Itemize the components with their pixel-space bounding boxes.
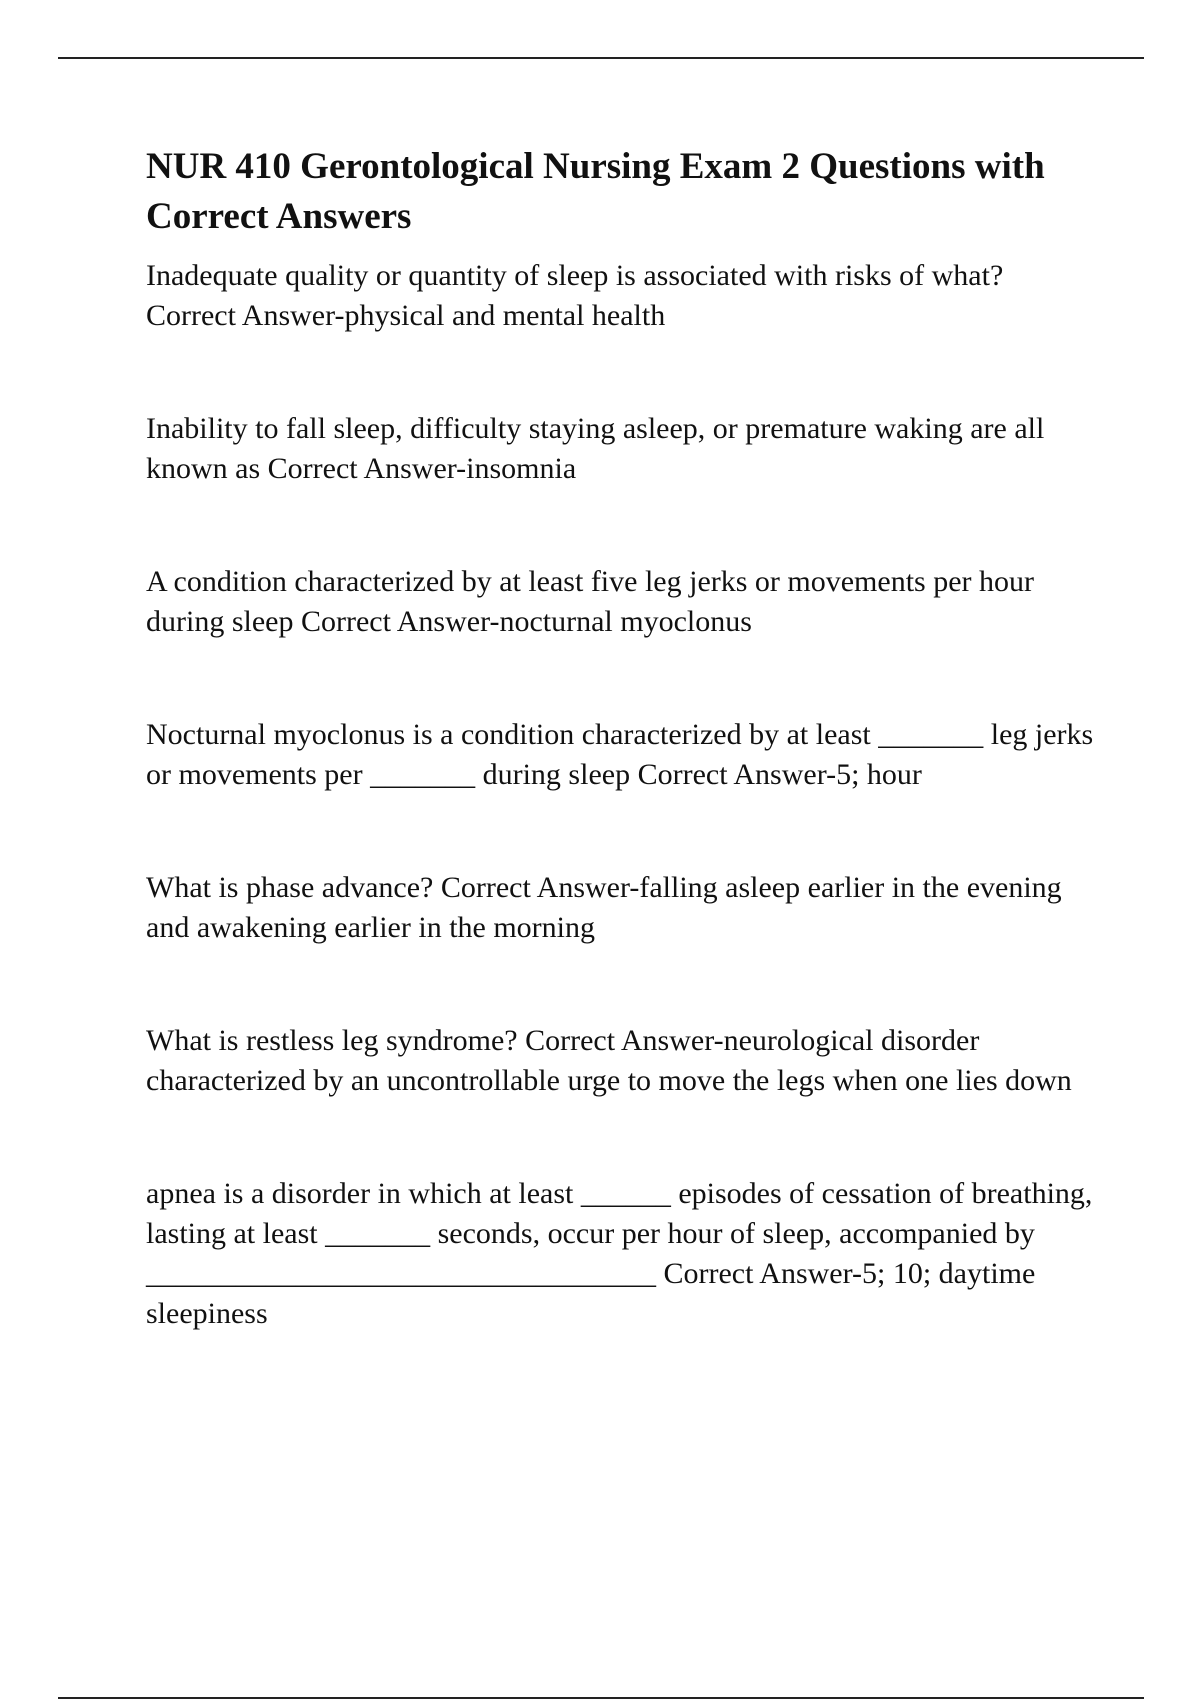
qa-item-1: Inadequate quality or quantity of sleep is associated with risks of what? Correct Answer-physical and mental health <box>146 259 1004 332</box>
qa-item-5: What is phase advance? Correct Answer-falling asleep earlier in the evening and awakening earlier in the morning <box>146 871 1062 944</box>
qa-item-3: A condition characterized by at least five leg jerks or movements per hour during sleep Correct Answer-nocturnal myoclonus <box>146 565 1035 638</box>
document-body <box>146 142 1096 1334</box>
bottom-rule <box>58 1697 1144 1699</box>
qa-item-2: Inability to fall sleep, difficulty staying asleep, or premature waking are all known as Correct Answer-insomnia <box>146 412 1045 485</box>
qa-item-7: apnea is a disorder in which at least ______ episodes of cessation of breathing, lasting at least _______ seconds, occur per hour of sleep, accompanied by __________________________________ Correct Answer-5; 10; daytime sleepiness <box>146 1177 1093 1330</box>
document-title: NUR 410 Gerontological Nursing Exam 2 Questions with Correct Answers <box>146 146 1045 237</box>
qa-item-4: Nocturnal myoclonus is a condition characterized by at least _______ leg jerks or movements per _______ during sleep Correct Answer-5; hour <box>146 718 1094 791</box>
qa-item-6: What is restless leg syndrome? Correct Answer-neurological disorder characterized by an uncontrollable urge to move the legs when one lies down <box>146 1024 1072 1097</box>
top-rule <box>58 57 1144 59</box>
